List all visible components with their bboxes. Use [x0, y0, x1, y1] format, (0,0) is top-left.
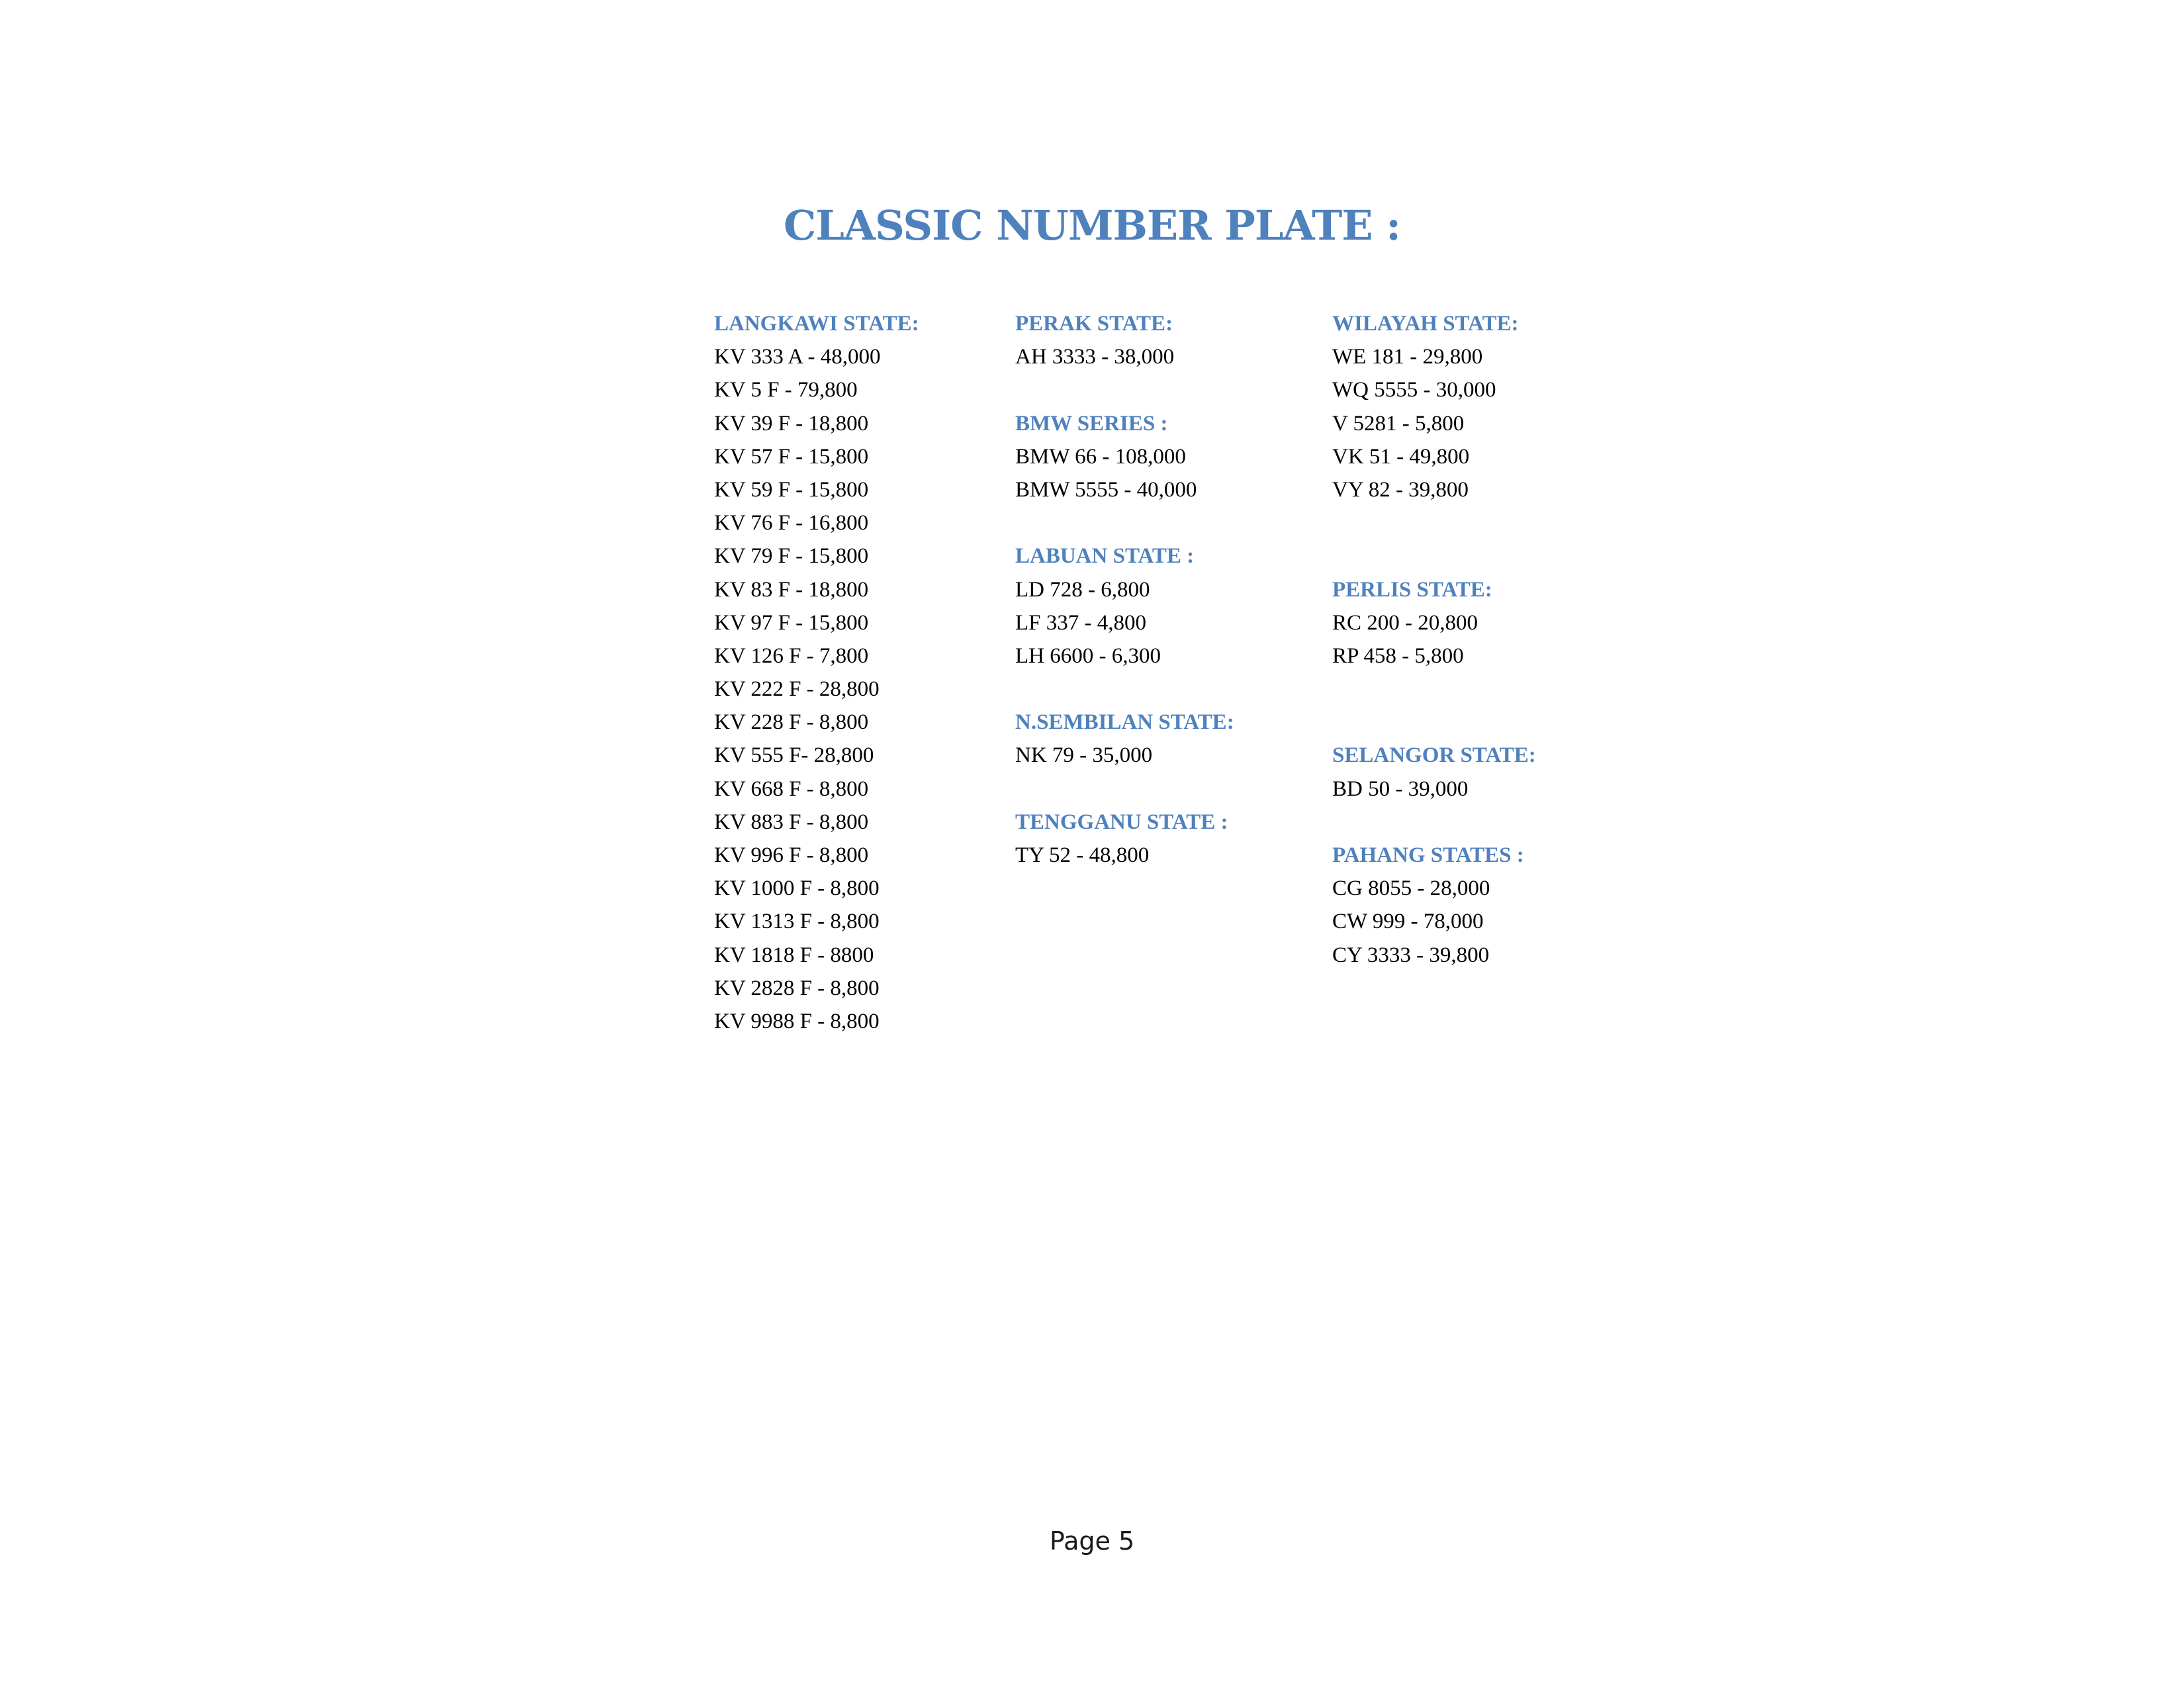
state-section	[1015, 706, 1234, 806]
plate-entry: KV 222 F - 28,800	[714, 677, 880, 702]
section-heading: BMW SERIES :	[1015, 411, 1168, 436]
blank-line	[1332, 673, 1536, 706]
plate-entry: KV 883 F - 8,800	[714, 810, 869, 834]
plate-entry: KV 9988 F - 8,800	[714, 1009, 880, 1033]
state-section	[1015, 307, 1234, 407]
plate-entry: CW 999 - 78,000	[1332, 910, 1484, 934]
state-section	[1015, 806, 1234, 872]
blank-line	[1015, 673, 1234, 706]
plate-entry: KV 39 F - 18,800	[714, 411, 869, 436]
section-heading: PAHANG STATES :	[1332, 843, 1524, 867]
plate-entry: CG 8055 - 28,000	[1332, 876, 1490, 901]
state-section	[1332, 739, 1536, 839]
plate-entry: VK 51 - 49,800	[1332, 444, 1470, 469]
plate-entry: LF 337 - 4,800	[1015, 610, 1146, 635]
plate-entry: KV 59 F - 15,800	[714, 477, 869, 502]
blank-line	[1015, 373, 1234, 406]
plate-entry: KV 126 F - 7,800	[714, 643, 869, 668]
plate-entry: KV 555 F- 28,800	[714, 743, 874, 768]
plate-entry: BMW 5555 - 40,000	[1015, 477, 1197, 502]
section-heading: PERLIS STATE:	[1332, 577, 1492, 602]
plate-entry: KV 228 F - 8,800	[714, 710, 869, 735]
blank-line	[1332, 706, 1536, 739]
state-section	[714, 307, 919, 1038]
plate-entry: BMW 66 - 108,000	[1015, 444, 1186, 469]
plate-entry: KV 83 F - 18,800	[714, 577, 869, 602]
plate-entry: AH 3333 - 38,000	[1015, 345, 1175, 369]
column-right	[1332, 307, 1536, 972]
plate-entry: KV 1313 F - 8,800	[714, 910, 880, 934]
plate-entry: KV 97 F - 15,800	[714, 610, 869, 635]
plate-entry: VY 82 - 39,800	[1332, 477, 1469, 502]
section-heading: LABUAN STATE :	[1015, 544, 1195, 569]
plate-entry: KV 57 F - 15,800	[714, 444, 869, 469]
column-middle	[1015, 307, 1234, 872]
plate-entry: V 5281 - 5,800	[1332, 411, 1465, 436]
section-heading: LANGKAWI STATE:	[714, 312, 919, 336]
plate-entry: KV 1818 F - 8800	[714, 943, 874, 967]
plate-entry: KV 2828 F - 8,800	[714, 976, 880, 1000]
section-heading: SELANGOR STATE:	[1332, 743, 1536, 768]
state-section	[1015, 407, 1234, 540]
section-heading: N.SEMBILAN STATE:	[1015, 710, 1234, 735]
section-heading: TENGGANU STATE :	[1015, 810, 1228, 834]
plate-entry: LD 728 - 6,800	[1015, 577, 1150, 602]
plate-entry: WQ 5555 - 30,000	[1332, 378, 1496, 402]
plate-entry: TY 52 - 48,800	[1015, 843, 1150, 867]
section-heading: PERAK STATE:	[1015, 312, 1173, 336]
plate-entry: KV 668 F - 8,800	[714, 776, 869, 801]
column-left	[714, 307, 919, 1038]
plate-entry: RC 200 - 20,800	[1332, 610, 1479, 635]
plate-entry: KV 79 F - 15,800	[714, 544, 869, 569]
page-number: Page 5	[1049, 1526, 1135, 1556]
page-title: CLASSIC NUMBER PLATE :	[783, 201, 1401, 250]
state-section	[1332, 839, 1536, 972]
plate-entry: LH 6600 - 6,300	[1015, 643, 1161, 668]
plate-entry: KV 1000 F - 8,800	[714, 876, 880, 901]
plate-entry: BD 50 - 39,000	[1332, 776, 1469, 801]
plate-entry: RP 458 - 5,800	[1332, 643, 1464, 668]
blank-line	[1332, 806, 1536, 839]
blank-line	[1015, 773, 1234, 806]
plate-entry: KV 76 F - 16,800	[714, 511, 869, 536]
blank-line	[1015, 506, 1234, 539]
plate-entry: KV 5 F - 79,800	[714, 378, 858, 402]
blank-line	[1332, 506, 1536, 539]
blank-line	[1332, 539, 1536, 573]
plate-entry: KV 996 F - 8,800	[714, 843, 869, 867]
section-heading: WILAYAH STATE:	[1332, 312, 1519, 336]
plate-entry: WE 181 - 29,800	[1332, 345, 1483, 369]
plate-entry: CY 3333 - 39,800	[1332, 943, 1490, 967]
plate-entry: KV 333 A - 48,000	[714, 345, 881, 369]
state-section	[1015, 539, 1234, 706]
state-section	[1332, 573, 1536, 739]
plate-entry: NK 79 - 35,000	[1015, 743, 1153, 768]
state-section	[1332, 307, 1536, 573]
